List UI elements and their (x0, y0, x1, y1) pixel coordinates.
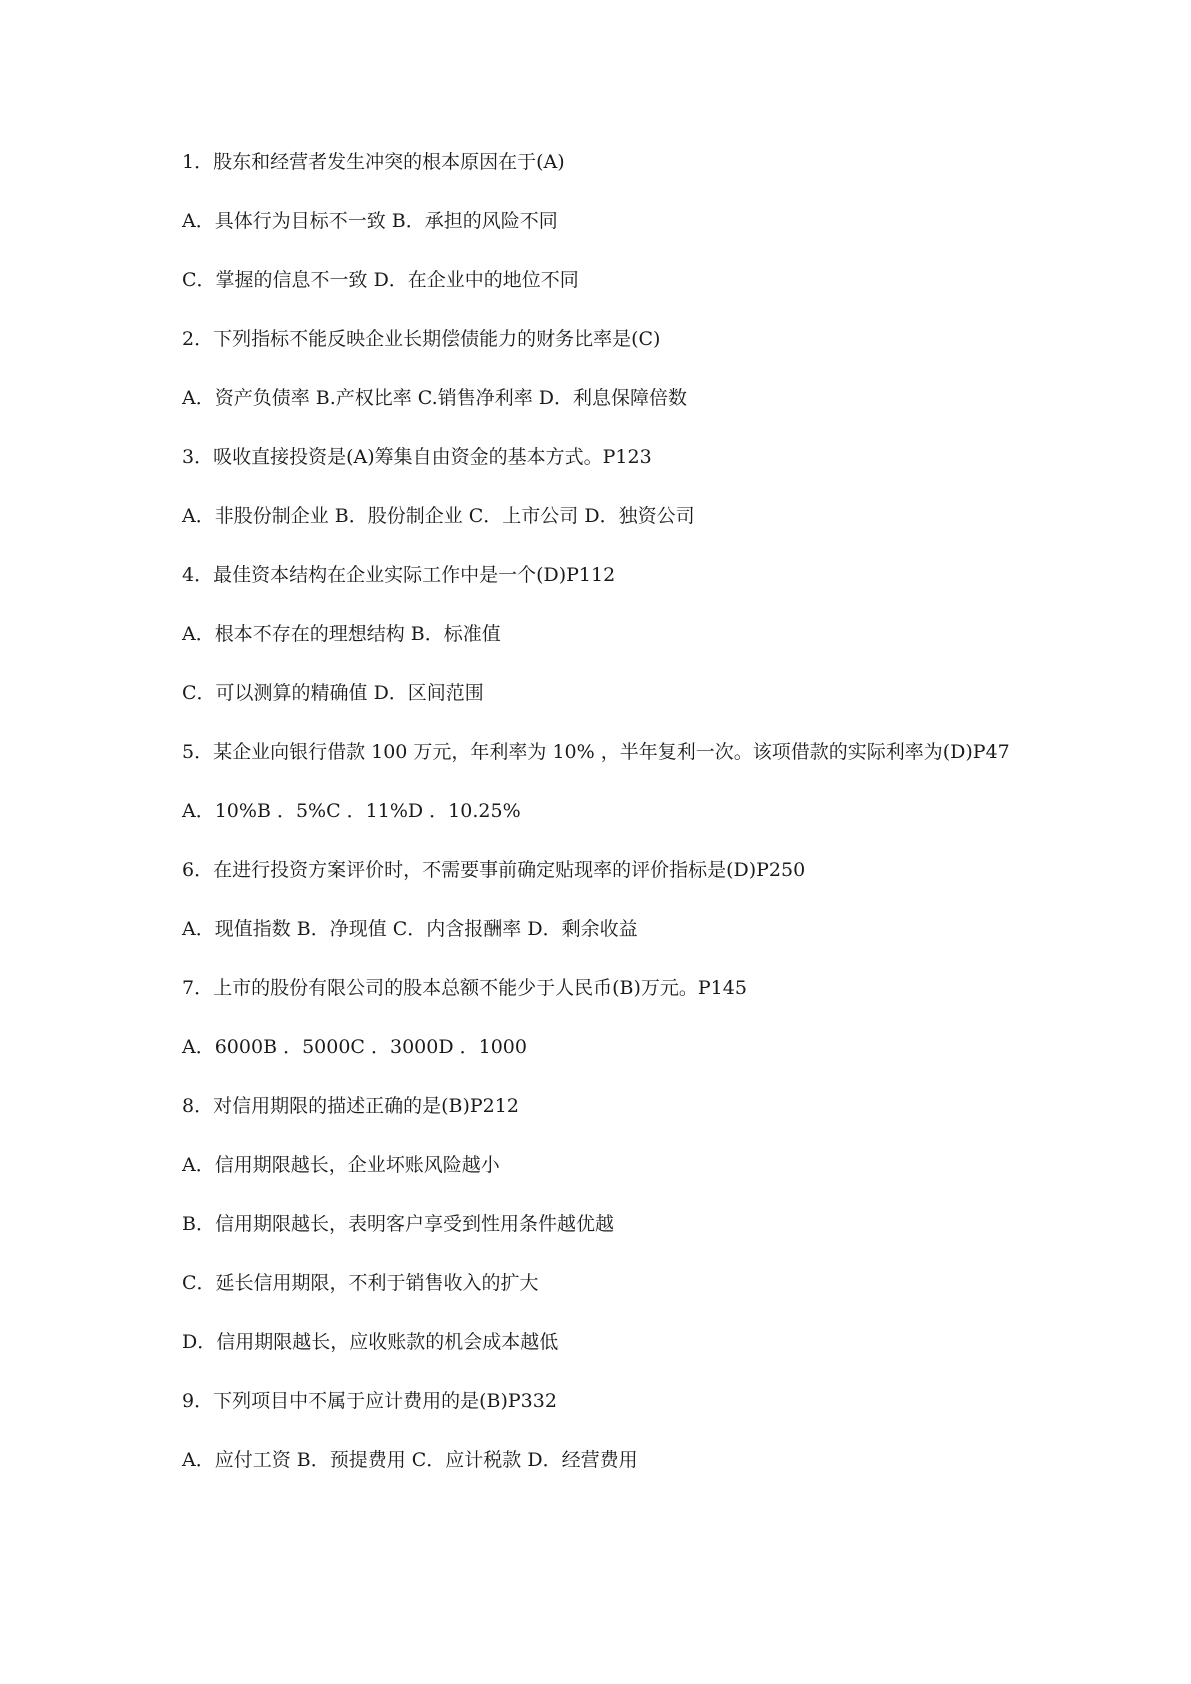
question-2: 2．下列指标不能反映企业长期偿债能力的财务比率是(C) (182, 328, 661, 350)
question-6-options: A．现值指数 B．净现值 C．内含报酬率 D．剩余收益 (182, 918, 638, 940)
question-3: 3．吸收直接投资是(A)筹集自由资金的基本方式。P123 (182, 446, 652, 468)
question-1: 1．股东和经营者发生冲突的根本原因在于(A) (182, 151, 565, 173)
question-1-options-cd: C．掌握的信息不一致 D．在企业中的地位不同 (182, 269, 579, 291)
question-9-options: A．应付工资 B．预提费用 C．应计税款 D．经营费用 (182, 1449, 638, 1471)
question-4-options-cd: C．可以测算的精确值 D．区间范围 (182, 682, 484, 704)
question-9: 9．下列项目中不属于应计费用的是(B)P332 (182, 1390, 557, 1412)
question-5-options: A．10%B ．5%C ．11%D ．10.25% (182, 800, 521, 822)
question-3-options: A．非股份制企业 B．股份制企业 C．上市公司 D．独资公司 (182, 505, 695, 527)
question-8: 8．对信用期限的描述正确的是(B)P212 (182, 1095, 519, 1117)
question-1-options-ab: A．具体行为目标不一致 B．承担的风险不同 (182, 210, 558, 232)
question-8-option-d: D．信用期限越长，应收账款的机会成本越低 (182, 1331, 559, 1353)
question-2-options: A．资产负债率 B.产权比率 C.销售净利率 D．利息保障倍数 (182, 387, 687, 409)
question-4-options-ab: A．根本不存在的理想结构 B．标准值 (182, 623, 501, 645)
question-8-option-a: A．信用期限越长，企业坏账风险越小 (182, 1154, 500, 1176)
question-8-option-b: B．信用期限越长，表明客户享受到性用条件越优越 (182, 1213, 614, 1235)
question-4: 4．最佳资本结构在企业实际工作中是一个(D)P112 (182, 564, 616, 586)
question-8-option-c: C．延长信用期限，不利于销售收入的扩大 (182, 1272, 539, 1294)
question-list (182, 148, 1042, 1505)
question-7: 7．上市的股份有限公司的股本总额不能少于人民币(B)万元。P145 (182, 977, 747, 999)
question-5: 5．某企业向银行借款 100 万元，年利率为 10% ，半年复利一次。该项借款的实际利率为(D)P47 (182, 741, 1010, 763)
question-6: 6．在进行投资方案评价时，不需要事前确定贴现率的评价指标是(D)P250 (182, 859, 806, 881)
question-7-options: A．6000B ．5000C ．3000D ．1000 (182, 1036, 527, 1058)
